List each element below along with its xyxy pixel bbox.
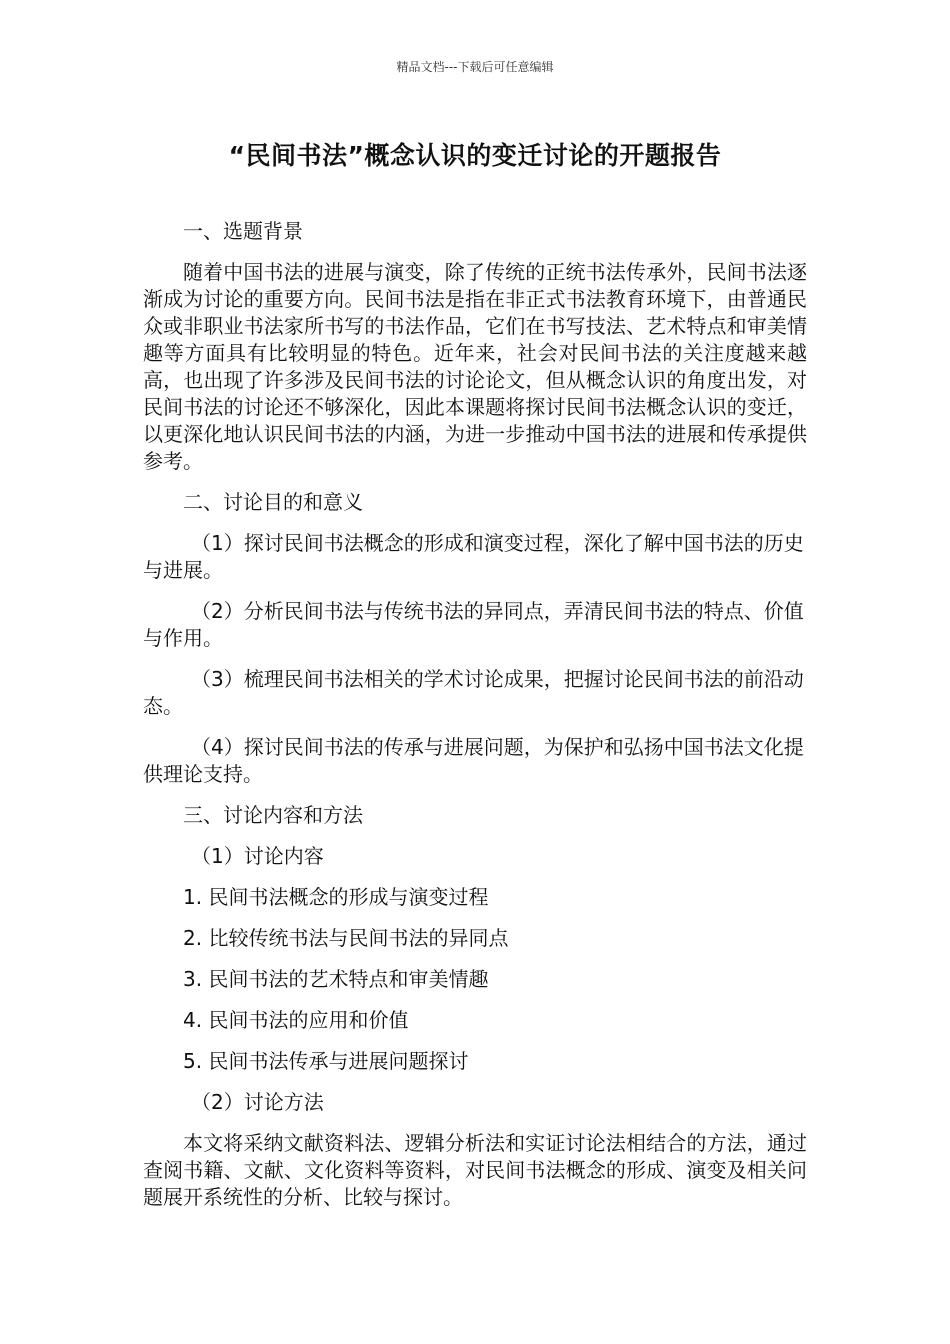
content-list-item: 5. 民间书法传承与进展问题探讨 bbox=[183, 1049, 469, 1073]
section-heading-background: 一、选题背景 bbox=[183, 219, 303, 243]
document-body bbox=[143, 218, 807, 1225]
purpose-item: （3）梳理民间书法相关的学术讨论成果，把握讨论民间书法的前沿动态。 bbox=[143, 667, 804, 718]
method-paragraph: 本文将采纳文献资料法、逻辑分析法和实证讨论法相结合的方法，通过查阅书籍、文献、文化资料等资料，对民间书法概念的形成、演变及相关问题展开系统性的分析、比较与探讨。 bbox=[143, 1131, 807, 1209]
page-header-note: 精品文档---下载后可任意编辑 bbox=[396, 60, 554, 74]
background-paragraph: 随着中国书法的进展与演变，除了传统的正统书法传承外，民间书法逐渐成为讨论的重要方向。民间书法是指在非正式书法教育环境下，由普通民众或非职业书法家所书写的书法作品，它们在书写技法、艺术特点和审美情趣等方面具有比较明显的特色。近年来，社会对民间书法的关注度越来越高，也出现了许多涉及民间书法的讨论论文，但从概念认识的角度出发，对民间书法的讨论还不够深化，因此本课题将探讨民间书法概念认识的变迁，以更深化地认识民间书法的内涵，为进一步推动中国书法的进展和传承提供参考。 bbox=[143, 260, 807, 473]
section-heading-purpose: 二、讨论目的和意义 bbox=[183, 490, 363, 514]
subheading-method: （2）讨论方法 bbox=[191, 1090, 324, 1114]
purpose-item: （4）探讨民间书法的传承与进展问题，为保护和弘扬中国书法文化提供理论支持。 bbox=[143, 735, 804, 786]
section-heading-content: 三、讨论内容和方法 bbox=[183, 803, 363, 827]
purpose-item: （1）探讨民间书法概念的形成和演变过程，深化了解中国书法的历史与进展。 bbox=[143, 531, 804, 582]
content-list-item: 4. 民间书法的应用和价值 bbox=[183, 1008, 409, 1032]
document-title: “民间书法”概念认识的变迁讨论的开题报告 bbox=[228, 141, 722, 170]
content-list-item: 2. 比较传统书法与民间书法的异同点 bbox=[183, 926, 509, 950]
subheading-content: （1）讨论内容 bbox=[191, 844, 324, 868]
content-list-item: 3. 民间书法的艺术特点和审美情趣 bbox=[183, 967, 489, 991]
purpose-item: （2）分析民间书法与传统书法的异同点，弄清民间书法的特点、价值与作用。 bbox=[143, 599, 804, 650]
content-list-item: 1. 民间书法概念的形成与演变过程 bbox=[183, 885, 489, 909]
